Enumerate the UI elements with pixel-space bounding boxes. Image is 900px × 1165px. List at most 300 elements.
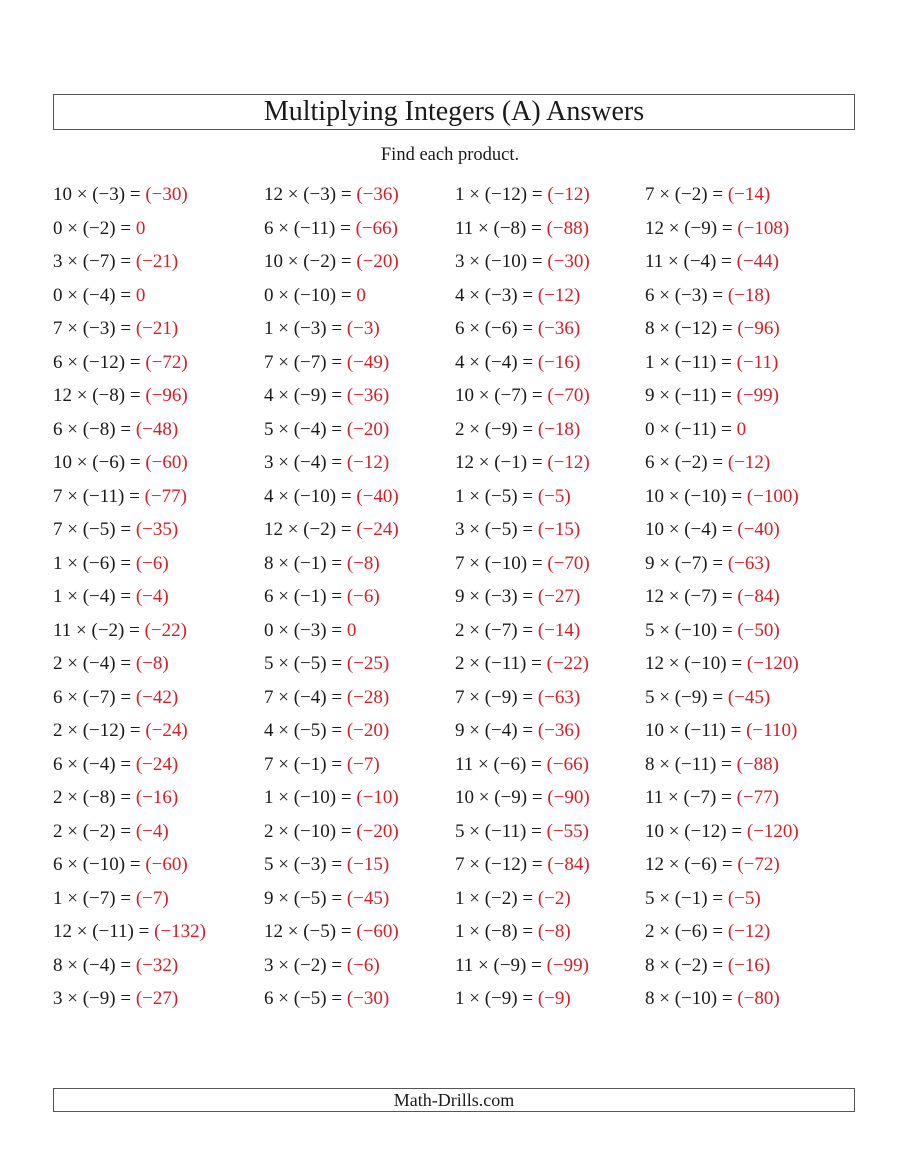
problem-question: 6 × (−5) =: [264, 988, 347, 1009]
problem-row: [264, 247, 399, 281]
problem-answer: (−16): [727, 954, 771, 976]
problem-question: 3 × (−7) =: [53, 251, 136, 272]
problem-answer: (−77): [736, 787, 779, 808]
problem-answer: (−12): [346, 452, 390, 473]
problem-question: 7 × (−5) =: [53, 519, 136, 540]
problem-row: [455, 951, 590, 985]
problem-question: 8 × (−2) =: [645, 954, 728, 976]
instruction-text: Find each product.: [380, 145, 520, 165]
problem-row: [645, 281, 799, 315]
problem-question: 10 × (−6) =: [53, 452, 146, 473]
problem-row: [53, 783, 206, 817]
problem-answer: (−5): [727, 887, 761, 909]
problem-row: [264, 482, 399, 516]
problem-answer: (−63): [537, 686, 581, 708]
problem-answer: (−6): [346, 954, 380, 976]
problem-row: [645, 951, 799, 985]
problem-column-1: [53, 180, 206, 1018]
problem-row: [264, 649, 399, 683]
problem-answer: (−12): [727, 452, 771, 473]
problem-row: [645, 783, 799, 817]
problem-row: [53, 582, 206, 616]
problem-question: 1 × (−2) =: [455, 887, 538, 909]
problem-answer: (−42): [135, 686, 179, 708]
problem-row: [645, 415, 799, 449]
problem-row: [264, 984, 399, 1018]
problem-answer: (−18): [537, 418, 581, 440]
problem-row: [645, 649, 799, 683]
problem-row: [53, 180, 206, 214]
problem-answer: (−12): [547, 184, 590, 205]
problem-row: [455, 180, 590, 214]
problem-answer: (−7): [346, 753, 380, 775]
problem-question: 12 × (−1) =: [455, 452, 548, 473]
problem-row: [264, 716, 399, 750]
problem-row: [455, 716, 590, 750]
problem-question: 8 × (−10) =: [645, 988, 738, 1009]
problem-row: [53, 415, 206, 449]
problem-row: [264, 348, 399, 382]
problem-row: [264, 951, 399, 985]
problem-question: 10 × (−2) =: [264, 251, 357, 272]
problem-question: 1 × (−5) =: [455, 485, 538, 507]
problem-question: 7 × (−7) =: [264, 351, 347, 373]
problem-row: [53, 884, 206, 918]
problem-question: 2 × (−11) =: [455, 653, 547, 674]
problem-answer: (−40): [737, 519, 780, 540]
problem-question: 10 × (−4) =: [645, 519, 738, 540]
problem-answer: (−15): [346, 854, 390, 875]
problem-answer: (−9): [537, 988, 571, 1009]
problem-question: 9 × (−5) =: [264, 887, 347, 909]
problem-row: [455, 448, 590, 482]
problem-question: 10 × (−11) =: [645, 720, 747, 741]
problem-answer: (−5): [537, 485, 571, 507]
problem-row: [53, 482, 206, 516]
problem-answer: (−72): [145, 351, 188, 373]
problem-row: [455, 381, 590, 415]
problem-answer: (−60): [356, 921, 399, 942]
problem-row: [645, 314, 799, 348]
problem-question: 1 × (−7) =: [53, 887, 136, 909]
problem-question: 6 × (−7) =: [53, 686, 136, 708]
problem-row: [455, 984, 590, 1018]
problem-answer: (−8): [346, 552, 380, 574]
problem-row: [645, 850, 799, 884]
problem-question: 7 × (−1) =: [264, 753, 347, 775]
problem-row: [455, 247, 590, 281]
problem-question: 3 × (−10) =: [455, 251, 548, 272]
problem-column-3: [455, 180, 590, 1018]
problem-row: [455, 817, 590, 851]
problem-question: 4 × (−10) =: [264, 485, 357, 507]
problem-question: 9 × (−3) =: [455, 586, 538, 607]
problem-question: 12 × (−3) =: [264, 184, 357, 205]
problem-answer: (−132): [154, 921, 206, 942]
problem-answer: (−8): [537, 921, 571, 942]
problem-row: [264, 281, 399, 315]
problem-row: [264, 314, 399, 348]
problem-answer: 0: [346, 619, 357, 641]
problem-question: 12 × (−10) =: [645, 653, 747, 674]
problem-row: [645, 180, 799, 214]
problem-question: 1 × (−10) =: [264, 787, 357, 808]
problem-question: 11 × (−6) =: [455, 753, 547, 775]
problem-question: 5 × (−1) =: [645, 887, 728, 909]
problem-question: 7 × (−3) =: [53, 318, 136, 339]
problem-question: 3 × (−4) =: [264, 452, 347, 473]
problem-row: [53, 683, 206, 717]
problem-answer: (−20): [356, 251, 399, 272]
worksheet-title: Multiplying Integers (A) Answers: [53, 94, 855, 130]
problem-question: 10 × (−9) =: [455, 787, 548, 808]
problem-row: [645, 515, 799, 549]
problem-answer: 0: [736, 418, 747, 440]
problem-question: 5 × (−11) =: [455, 820, 547, 842]
problem-answer: (−96): [145, 385, 188, 406]
problem-row: [53, 951, 206, 985]
problem-question: 9 × (−11) =: [645, 385, 737, 406]
problem-column-4: [645, 180, 799, 1018]
problem-row: [645, 448, 799, 482]
problem-answer: (−18): [727, 284, 771, 306]
problem-question: 2 × (−8) =: [53, 787, 136, 808]
problem-answer: (−35): [135, 519, 179, 540]
problem-row: [264, 381, 399, 415]
problem-row: [645, 884, 799, 918]
problem-answer: (−120): [746, 653, 799, 674]
problem-column-2: [264, 180, 399, 1018]
problem-row: [455, 482, 590, 516]
problem-answer: (−24): [135, 753, 179, 775]
problem-row: [645, 616, 799, 650]
problem-question: 2 × (−6) =: [645, 921, 728, 942]
problem-answer: (−3): [346, 318, 380, 339]
problem-question: 12 × (−5) =: [264, 921, 357, 942]
problem-answer: (−28): [346, 686, 390, 708]
problem-question: 8 × (−1) =: [264, 552, 347, 574]
problem-answer: (−14): [727, 184, 771, 205]
problem-question: 9 × (−4) =: [455, 720, 538, 741]
problem-row: [53, 448, 206, 482]
problem-answer: (−30): [346, 988, 390, 1009]
problem-answer: (−70): [547, 552, 590, 574]
problem-question: 5 × (−9) =: [645, 686, 728, 708]
problem-question: 4 × (−4) =: [455, 351, 538, 373]
problem-row: [645, 716, 799, 750]
problem-question: 12 × (−11) =: [53, 921, 155, 942]
problem-row: [264, 917, 399, 951]
problem-row: [455, 783, 590, 817]
problem-row: [53, 348, 206, 382]
problem-question: 5 × (−3) =: [264, 854, 347, 875]
problem-answer: (−22): [144, 619, 187, 641]
problem-answer: (−99): [546, 954, 589, 976]
problem-question: 10 × (−12) =: [645, 820, 747, 842]
problem-question: 6 × (−2) =: [645, 452, 728, 473]
problem-row: [53, 817, 206, 851]
problem-row: [645, 817, 799, 851]
problem-row: [455, 850, 590, 884]
problem-question: 10 × (−3) =: [53, 184, 146, 205]
problem-answer: (−96): [737, 318, 780, 339]
problem-answer: (−10): [356, 787, 399, 808]
problem-question: 1 × (−12) =: [455, 184, 548, 205]
footer-credit: Math-Drills.com: [53, 1088, 855, 1112]
problem-question: 6 × (−10) =: [53, 854, 146, 875]
problem-answer: (−44): [736, 251, 779, 272]
problem-answer: (−14): [537, 619, 581, 641]
problem-answer: (−100): [746, 485, 799, 507]
problem-answer: (−108): [737, 217, 790, 239]
problem-answer: (−8): [135, 653, 169, 674]
problem-question: 2 × (−4) =: [53, 653, 136, 674]
problem-question: 12 × (−9) =: [645, 217, 738, 239]
problem-answer: (−36): [537, 720, 581, 741]
problem-answer: (−20): [356, 820, 399, 842]
problem-answer: (−30): [547, 251, 590, 272]
problem-row: [264, 683, 399, 717]
problem-row: [53, 649, 206, 683]
problem-question: 12 × (−2) =: [264, 519, 357, 540]
problem-row: [264, 415, 399, 449]
problem-answer: (−66): [355, 217, 398, 239]
problem-question: 1 × (−11) =: [645, 351, 737, 373]
problem-question: 1 × (−4) =: [53, 586, 136, 607]
problem-answer: (−16): [537, 351, 581, 373]
problem-question: 6 × (−3) =: [645, 284, 728, 306]
problem-answer: (−110): [746, 720, 798, 741]
problem-question: 2 × (−9) =: [455, 418, 538, 440]
problem-row: [455, 750, 590, 784]
problem-answer: 0: [135, 284, 146, 306]
problem-answer: (−70): [547, 385, 590, 406]
problem-row: [455, 683, 590, 717]
problem-answer: (−84): [547, 854, 590, 875]
problem-row: [455, 582, 590, 616]
problem-answer: (−24): [356, 519, 399, 540]
problem-question: 12 × (−8) =: [53, 385, 146, 406]
problem-row: [645, 214, 799, 248]
problem-question: 5 × (−10) =: [645, 619, 738, 641]
problem-row: [645, 247, 799, 281]
problem-answer: (−21): [135, 251, 179, 272]
problem-answer: (−36): [537, 318, 581, 339]
problem-question: 2 × (−2) =: [53, 820, 136, 842]
problem-answer: (−4): [135, 820, 169, 842]
problem-question: 7 × (−9) =: [455, 686, 538, 708]
problem-row: [53, 716, 206, 750]
problem-row: [645, 750, 799, 784]
problem-row: [455, 415, 590, 449]
problem-question: 0 × (−2) =: [53, 217, 136, 239]
problem-row: [53, 750, 206, 784]
problem-row: [455, 884, 590, 918]
problem-row: [53, 214, 206, 248]
problem-question: 11 × (−2) =: [53, 619, 145, 641]
problem-question: 11 × (−9) =: [455, 954, 547, 976]
problem-question: 7 × (−2) =: [645, 184, 728, 205]
problem-question: 12 × (−6) =: [645, 854, 738, 875]
problem-row: [264, 783, 399, 817]
problem-row: [264, 214, 399, 248]
problem-row: [455, 214, 590, 248]
problem-answer: (−6): [135, 552, 169, 574]
problem-answer: (−24): [145, 720, 188, 741]
problem-answer: (−22): [546, 653, 589, 674]
problem-answer: (−66): [546, 753, 589, 775]
problem-question: 10 × (−10) =: [645, 485, 747, 507]
problem-answer: (−30): [145, 184, 188, 205]
problem-answer: (−45): [346, 887, 390, 909]
problem-answer: (−16): [135, 787, 179, 808]
problem-answer: (−21): [135, 318, 179, 339]
problem-question: 6 × (−8) =: [53, 418, 136, 440]
problem-row: [455, 314, 590, 348]
problem-question: 8 × (−11) =: [645, 753, 737, 775]
problem-answer: (−12): [727, 921, 771, 942]
problem-answer: (−60): [145, 452, 188, 473]
problem-answer: 0: [135, 217, 146, 239]
problem-answer: (−12): [547, 452, 590, 473]
problem-question: 2 × (−10) =: [264, 820, 357, 842]
problem-answer: (−12): [537, 284, 581, 306]
problem-row: [53, 314, 206, 348]
problem-answer: (−27): [135, 988, 179, 1009]
problem-answer: (−77): [144, 485, 187, 507]
problem-row: [455, 348, 590, 382]
problem-question: 0 × (−3) =: [264, 619, 347, 641]
problem-question: 8 × (−4) =: [53, 954, 136, 976]
problem-question: 12 × (−7) =: [645, 586, 738, 607]
problem-row: [455, 549, 590, 583]
problem-row: [645, 683, 799, 717]
problem-question: 4 × (−3) =: [455, 284, 538, 306]
problem-question: 7 × (−12) =: [455, 854, 548, 875]
problem-answer: (−50): [737, 619, 780, 641]
problem-answer: (−36): [346, 385, 390, 406]
problem-row: [264, 448, 399, 482]
problem-answer: (−2): [537, 887, 571, 909]
problem-row: [645, 582, 799, 616]
problem-row: [645, 984, 799, 1018]
problem-answer: 0: [356, 284, 366, 306]
problem-answer: (−27): [537, 586, 581, 607]
problem-question: 5 × (−4) =: [264, 418, 347, 440]
problem-question: 9 × (−7) =: [645, 552, 728, 574]
problem-answer: (−20): [346, 720, 390, 741]
problem-question: 1 × (−6) =: [53, 552, 136, 574]
problem-answer: (−32): [135, 954, 179, 976]
problem-answer: (−88): [546, 217, 589, 239]
problem-question: 8 × (−12) =: [645, 318, 738, 339]
problem-question: 6 × (−4) =: [53, 753, 136, 775]
problem-question: 6 × (−6) =: [455, 318, 538, 339]
problem-answer: (−84): [737, 586, 780, 607]
problem-question: 3 × (−9) =: [53, 988, 136, 1009]
problem-answer: (−55): [546, 820, 589, 842]
problem-row: [264, 850, 399, 884]
problem-answer: (−88): [736, 753, 779, 775]
problem-question: 0 × (−11) =: [645, 418, 737, 440]
problem-answer: (−11): [736, 351, 779, 373]
problem-row: [455, 515, 590, 549]
problem-row: [53, 381, 206, 415]
problem-question: 11 × (−7) =: [645, 787, 737, 808]
problem-question: 1 × (−9) =: [455, 988, 538, 1009]
problem-row: [645, 917, 799, 951]
problem-row: [53, 917, 206, 951]
problem-row: [53, 616, 206, 650]
problem-row: [455, 616, 590, 650]
problem-answer: (−4): [135, 586, 169, 607]
problem-question: 4 × (−5) =: [264, 720, 347, 741]
problem-row: [645, 549, 799, 583]
problem-question: 6 × (−12) =: [53, 351, 146, 373]
problem-question: 0 × (−4) =: [53, 284, 136, 306]
problem-answer: (−120): [746, 820, 799, 842]
problem-question: 1 × (−3) =: [264, 318, 347, 339]
problem-row: [264, 616, 399, 650]
problem-question: 2 × (−7) =: [455, 619, 538, 641]
problem-answer: (−25): [346, 653, 390, 674]
problem-row: [53, 984, 206, 1018]
problem-row: [455, 649, 590, 683]
problem-answer: (−49): [346, 351, 390, 373]
problem-row: [645, 482, 799, 516]
problem-question: 11 × (−4) =: [645, 251, 737, 272]
problem-row: [53, 549, 206, 583]
problem-question: 6 × (−11) =: [264, 217, 356, 239]
problem-answer: (−7): [135, 887, 169, 909]
problem-row: [455, 281, 590, 315]
problem-answer: (−90): [547, 787, 590, 808]
problem-answer: (−15): [537, 519, 581, 540]
problem-answer: (−40): [356, 485, 399, 507]
problem-answer: (−45): [727, 686, 771, 708]
problem-question: 5 × (−5) =: [264, 653, 347, 674]
problem-question: 3 × (−5) =: [455, 519, 538, 540]
problem-row: [264, 180, 399, 214]
problem-row: [264, 549, 399, 583]
problem-row: [53, 281, 206, 315]
problem-question: 7 × (−4) =: [264, 686, 347, 708]
problem-answer: (−80): [737, 988, 780, 1009]
problem-question: 7 × (−11) =: [53, 485, 145, 507]
problem-row: [53, 247, 206, 281]
problem-question: 10 × (−7) =: [455, 385, 548, 406]
problem-row: [264, 582, 399, 616]
problem-answer: (−36): [356, 184, 399, 205]
problem-question: 7 × (−10) =: [455, 552, 548, 574]
problem-question: 6 × (−1) =: [264, 586, 347, 607]
problem-answer: (−48): [135, 418, 179, 440]
problem-answer: (−60): [145, 854, 188, 875]
problem-question: 4 × (−9) =: [264, 385, 347, 406]
problem-question: 3 × (−2) =: [264, 954, 347, 976]
problem-answer: (−20): [346, 418, 390, 440]
problem-question: 2 × (−12) =: [53, 720, 146, 741]
problem-question: 0 × (−10) =: [264, 284, 357, 306]
problem-question: 11 × (−8) =: [455, 217, 547, 239]
problem-row: [264, 884, 399, 918]
problem-row: [645, 348, 799, 382]
problem-question: 1 × (−8) =: [455, 921, 538, 942]
problem-row: [264, 750, 399, 784]
problem-row: [53, 850, 206, 884]
problem-row: [264, 817, 399, 851]
problem-answer: (−6): [346, 586, 380, 607]
